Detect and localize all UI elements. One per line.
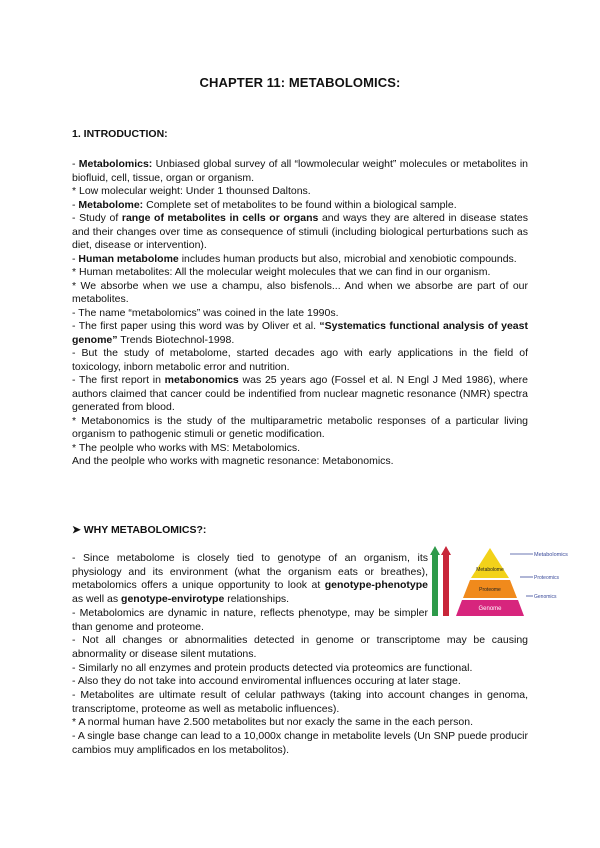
genomics-label: Genomics (534, 594, 557, 600)
paragraph: - Not all changes or abnormalities detected in genome or transcriptome may be causing abnormality or disease silent mutations. (72, 634, 528, 660)
paragraph: - Study of range of metabolites in cells or organs and ways they are altered in disease states and their changes over time as consequence of stimuli (including biological perturbations such as diet, disease or intervention). (72, 212, 528, 251)
metabolome-level-label: Metabolome (476, 567, 504, 573)
paragraph: - Also they do not take into accound enviromental influences occuring at later stage. (72, 675, 461, 688)
paragraph: - But the study of metabolome, started decades ago with early applications in the field of toxicology, inborn metabolic error and nutrition. (72, 347, 528, 373)
paragraph: * Human metabolites: All the molecular weight molecules that we can find in our organism. (72, 266, 491, 278)
paragraph: - Similarly no all enzymes and protein products detected via proteomics are functional. (72, 661, 473, 674)
paragraph: - The first paper using this word was by Oliver et al. “Systematics functional analysis of yeast genome” Trends Biotechnol-1998. (72, 320, 528, 346)
paragraph: * A normal human have 2.500 metabolites but nor exacly the same in the each person. (72, 716, 473, 729)
paragraph: * We absorbe when we use a champu, also bisfenols... And when we absorbe are part of our metabolites. (72, 279, 528, 305)
paragraph: * Low molecular weight: Under 1 thounsed Daltons. (72, 185, 311, 197)
paragraph: And the peolple who works with magnetic resonance: Metabonomics. (72, 455, 394, 467)
genome-level-label: Genome (478, 606, 502, 612)
paragraph: - The name “metabolomics” was coined in the late 1990s. (72, 306, 339, 319)
paragraph: * Metabonomics is the study of the multiparametric metabolic responses of a particular living organism to pathogenic stimuli or genetic modification. (72, 414, 528, 440)
proteome-level-label: Proteome (479, 587, 501, 593)
metabolomics-label: Metabolomics (534, 552, 568, 558)
paragraph: - A single base change can lead to a 10,000x change in metabolite levels (Un SNP puede producir cambios muy amplificados en los metabolitos). (72, 730, 528, 756)
page-title: CHAPTER 11: METABOLOMICS: (199, 75, 401, 90)
paragraph: - Human metabolome includes human products but also, microbial and xenobiotic compounds. (72, 252, 517, 265)
paragraph: * The peolple who works with MS: Metabolomics. (72, 441, 300, 454)
why-metabolomics-heading: ➤ WHY METABOLOMICS?: (72, 524, 207, 536)
paragraph: - Metabolites are ultimate result of celular pathways (taking into account changes in genoma, transcriptome, proteome as well as metabolic influences). (72, 689, 528, 715)
introduction-heading: 1. INTRODUCTION: (72, 128, 168, 140)
proteomics-label: Proteomics (534, 575, 560, 581)
paragraph: - Metabolomics: Unbiased global survey of all “lowmolecular weight” molecules or metabolites in biofluid, cell, tissue, organ or organism. (72, 158, 528, 184)
paragraph: - Metabolome: Complete set of metabolites to be found within a biological sample. (72, 198, 457, 211)
paragraph: - Metabolomics are dynamic in nature, reflects phenotype, may be simpler than genome and proteome. (72, 606, 428, 633)
introduction-body (72, 158, 528, 469)
paragraph: - The first report in metabonomics was 25 years ago (Fossel et al. N Engl J Med 1986), where authors claimed that cancer could be indentified from nuclear magnetic resonance (NMR) spectra generated from blood. (72, 374, 528, 413)
paragraph: - Since metabolome is closely tied to genotype of an organism, its physiology and its environment (what the organism eats or breathes), metabolomics offers a unique opportunity to look at genotype-phenotype as well as genotype-envirotype relationships. (72, 552, 428, 606)
why-metabolomics-body (72, 552, 528, 758)
